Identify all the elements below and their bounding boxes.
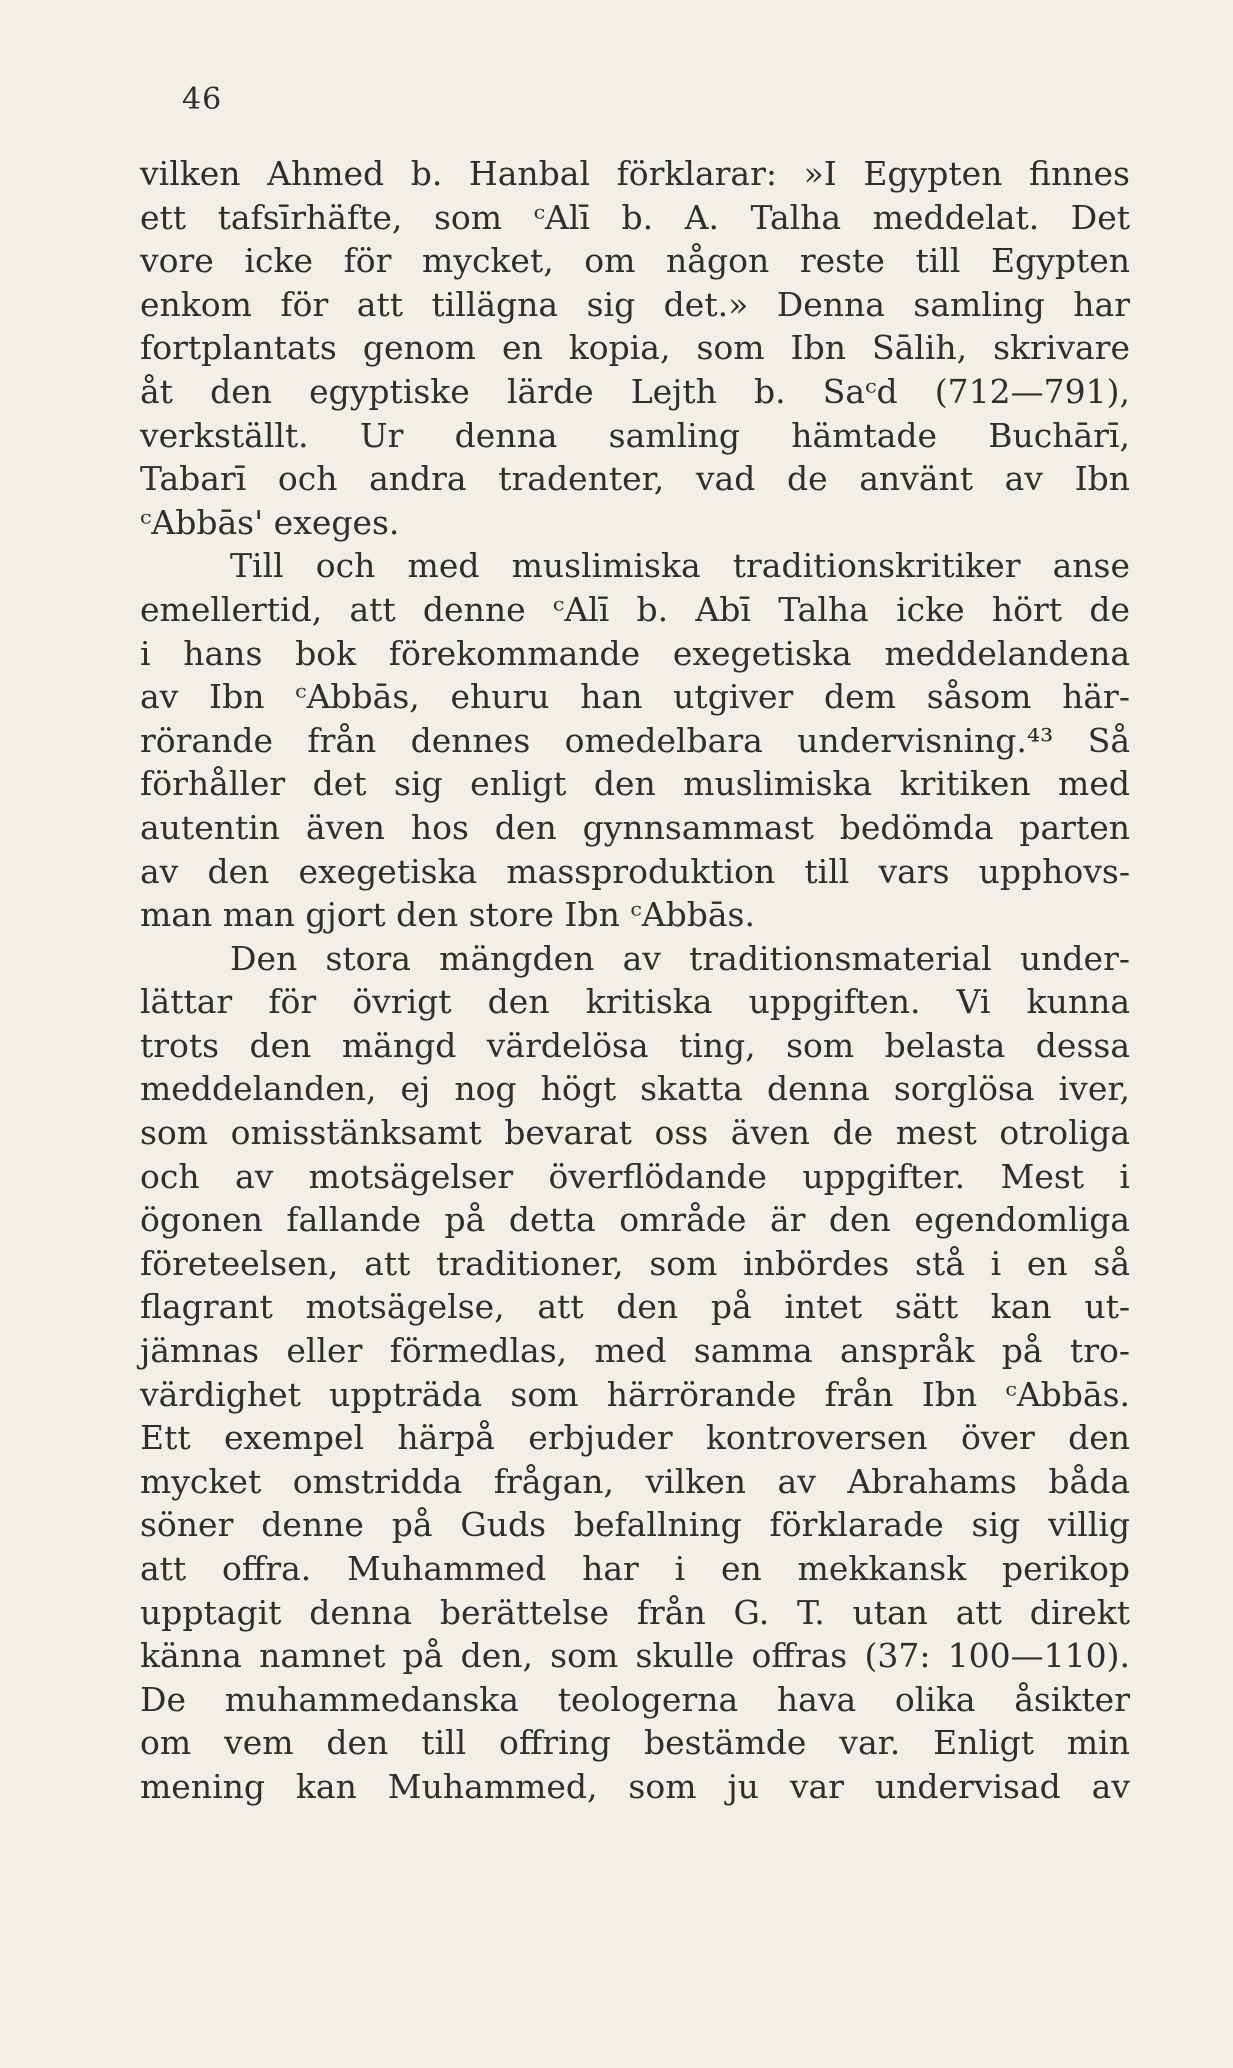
text-line: trots den mängd värdelösa ting, som belasta dessa [140, 1025, 1130, 1065]
text-line: Den stora mängden av traditionsmaterial under- [230, 938, 1130, 978]
text-line: flagrant motsägelse, att den på intet sätt kan ut- [140, 1287, 1130, 1327]
text-line: värdighet uppträda som härrörande från Ibn ᶜAbbās. [140, 1374, 1130, 1414]
text-line: enkom för att tillägna sig det.» Denna samling har [140, 284, 1130, 324]
text-line: söner denne på Guds befallning förklarade sig villig [140, 1505, 1130, 1545]
text-line: om vem den till offring bestämde var. Enligt min [140, 1723, 1130, 1763]
text-line: upptagit denna berättelse från G. T. utan att direkt [140, 1592, 1130, 1632]
text-line: och av motsägelser överflödande uppgifter. Mest i [140, 1156, 1130, 1196]
text-line: verkställt. Ur denna samling hämtade Buchārī, [140, 415, 1130, 455]
text-line: vore icke för mycket, om någon reste till Egypten [140, 241, 1130, 281]
text-line: rörande från dennes omedelbara undervisning.⁴³ Så [140, 720, 1130, 760]
page-number: 46 [182, 82, 223, 117]
text-line: Tabarī och andra tradenter, vad de använt av Ibn [140, 459, 1130, 499]
text-line: åt den egyptiske lärde Lejth b. Saᶜd (712—791), [140, 371, 1130, 411]
text-line: De muhammedanska teologerna hava olika åsikter [140, 1679, 1130, 1719]
text-line: fortplantats genom en kopia, som Ibn Sālih, skrivare [140, 328, 1130, 368]
text-line: man man gjort den store Ibn ᶜAbbās. [140, 895, 755, 935]
text-line: känna namnet på den, som skulle offras (37: 100—110). [140, 1636, 1130, 1676]
text-line: ögonen fallande på detta område är den egendomliga [140, 1200, 1130, 1240]
text-line: autentin även hos den gynnsammast bedömda parten [140, 807, 1130, 847]
text-line: som omisstänksamt bevarat oss även de mest otroliga [140, 1113, 1130, 1153]
text-line: av Ibn ᶜAbbās, ehuru han utgiver dem såsom här- [140, 677, 1130, 717]
body-text [140, 152, 1130, 1809]
text-line: förhåller det sig enligt den muslimiska kritiken med [140, 764, 1130, 804]
text-line: jämnas eller förmedlas, med samma anspråk på tro- [140, 1331, 1130, 1371]
text-line: företeelsen, att traditioner, som inbördes stå i en så [140, 1243, 1130, 1283]
text-line: Till och med muslimiska traditionskritiker anse [230, 546, 1130, 586]
text-line: ett tafsīrhäfte, som ᶜAlī b. A. Talha meddelat. Det [140, 197, 1130, 237]
text-line: att offra. Muhammed har i en mekkansk perikop [140, 1549, 1130, 1588]
text-line: mycket omstridda frågan, vilken av Abrahams båda [140, 1461, 1130, 1501]
text-line: Ett exempel härpå erbjuder kontroversen över den [140, 1418, 1130, 1458]
text-line: vilken Ahmed b. Hanbal förklarar: »I Egypten finnes [140, 154, 1130, 193]
text-line: meddelanden, ej nog högt skatta denna sorglösa iver, [140, 1069, 1130, 1109]
text-line: ᶜAbbās' exeges. [140, 502, 400, 542]
text-line: i hans bok förekommande exegetiska meddelandena [140, 633, 1130, 673]
text-line: lättar för övrigt den kritiska uppgiften. Vi kunna [140, 982, 1130, 1022]
text-line: av den exegetiska massproduktion till vars upphovs- [140, 851, 1130, 891]
text-line: mening kan Muhammed, som ju var undervisad av [140, 1766, 1130, 1806]
text-line: emellertid, att denne ᶜAlī b. Abī Talha icke hört de [140, 589, 1130, 629]
